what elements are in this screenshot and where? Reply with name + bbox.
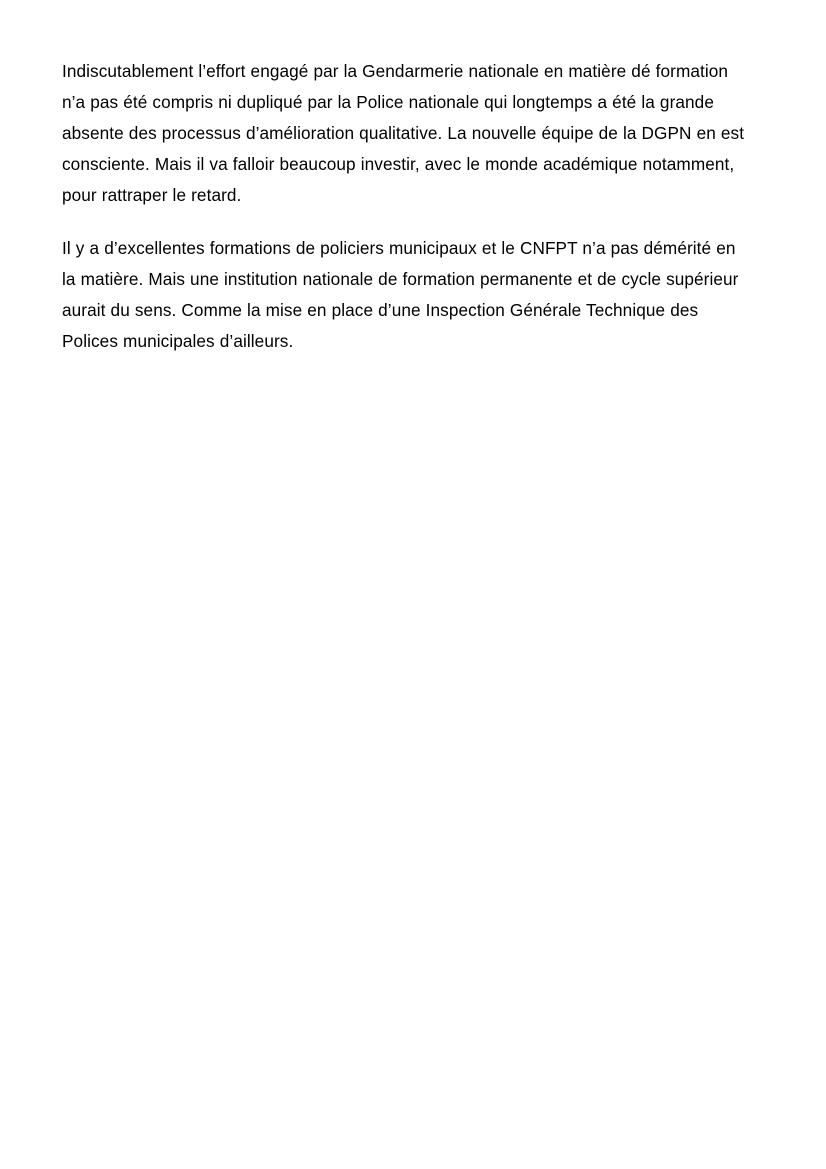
paragraph: Indiscutablement l’effort engagé par la Gendarmerie nationale en matière dé formation n’a pas été compris ni dupliqué par la Police nationale qui longtemps a été la grande absente des processus d’amélioration qualitative. La nouvelle équipe de la DGPN en est consciente. Mais il va falloir beaucoup investir, avec le monde académique notamment, pour rattraper le retard. xyxy=(62,61,745,205)
paragraph: Il y a d’excellentes formations de policiers municipaux et le CNFPT n’a pas démérité en la matière. Mais une institution nationale de formation permanente et de cycle supérieur aurait du sens. Comme la mise en place d’une Inspection Générale Technique des Polices municipales d’ailleurs. xyxy=(62,238,739,351)
document-body xyxy=(62,56,748,357)
